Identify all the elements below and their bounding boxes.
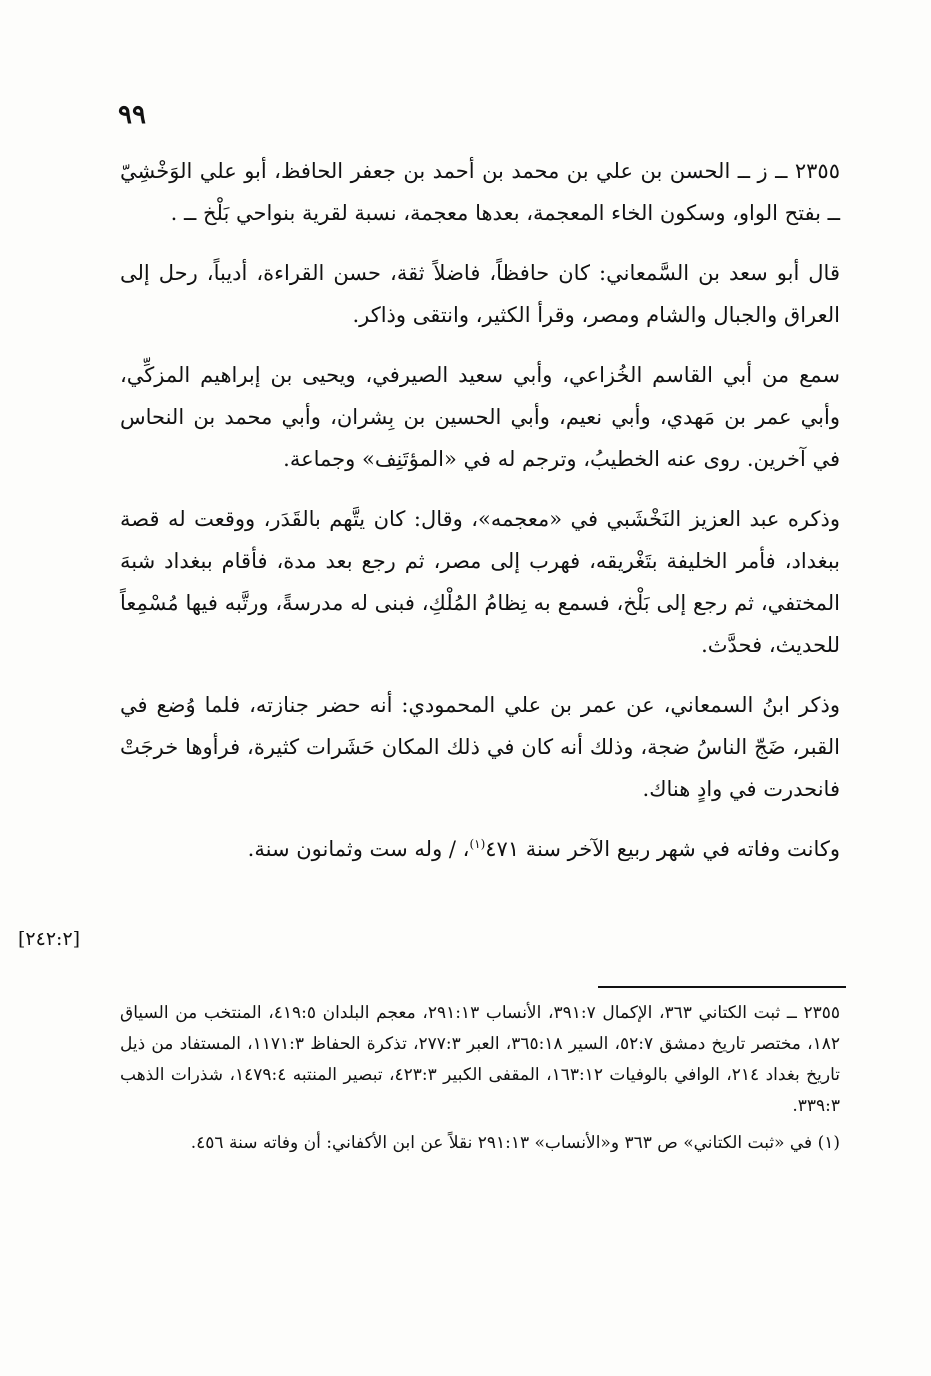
death-text-end: ، / وله ست وثمانون سنة. [247,837,470,861]
paragraph-nakhshabi: وذكره عبد العزيز النَخْشَبي في «معجمه»، وقال: كان يتَّهم بالقَدَر، ووقعت له قصة ببغداد، فأمر الخليفة بتَغْريقه، فهرب إلى مصر، ثم رجع بعد مدة، فأقام ببغداد شبهَ المختفي، ثم رجع إلى بَلْخ، فسمع به نِظامُ المُلْكِ، فبنى له مدرسةً، ورتَّبه فيها مُسْمِعاً للحديث، فحدَّث. [120,507,840,657]
footnotes [120,998,840,1165]
death-text: وكانت وفاته في شهر ربيع الآخر سنة ٤٧١ [485,837,840,861]
paragraph-teachers: سمع من أبي القاسم الخُزاعي، وأبي سعيد الصيرفي، ويحيى بن إبراهيم المزكِّي، وأبي عمر بن مَهدي، وأبي نعيم، وأبي الحسين بن بِشران، وأبي محمد بن النحاس في آخرين. روى عنه الخطيبُ، وترجم له في «المؤتَنِف» وجماعة. [120,363,840,471]
footnote-marker: (١) [469,837,486,851]
margin-reference: [٢٤٢:٢] [18,928,81,950]
footnote-divider [598,986,846,988]
paragraph-entry-heading: ٢٣٥٥ ــ ز ــ الحسن بن علي بن محمد بن أحمد بن جعفر الحافظ، أبو علي الوَخْشِيّ ــ بفتح الواو، وسكون الخاء المعجمة، بعدها معجمة، نسبة لقرية بنواحي بَلْخ ــ . [120,159,840,225]
paragraph-funeral: وذكر ابنُ السمعاني، عن عمر بن علي المحمودي: أنه حضر جنازته، فلما وُضع في القبر، ضَجّ الناسُ ضجة، وذلك أنه كان في ذلك المكان حَشَرات كثيرة، فرأوها خرجَتْ فانحدرت في وادٍ هناك. [120,693,840,801]
page-number: ٩٩ [118,100,146,130]
paragraph-samani-quote: قال أبو سعد بن السَّمعاني: كان حافظاً، فاضلاً ثقة، حسن القراءة، أديباً، رحل إلى العراق والجبال والشام ومصر، وقرأ الكثير، وانتقى وذاكر. [120,261,840,327]
main-text [120,150,840,888]
footnote-sources: ٢٣٥٥ ــ ثبت الكتاني ٣٦٣، الإكمال ٣٩١:٧، الأنساب ٢٩١:١٣، معجم البلدان ٤١٩:٥، المنتخب من السياق ١٨٢، مختصر تاريخ دمشق ٥٢:٧، السير ٣٦٥:١٨، العبر ٢٧٧:٣، تذكرة الحفاظ ١١٧١:٣، المستفاد من ذيل تاريخ بغداد ٢١٤، الوافي بالوفيات ١٦٣:١٢، المقفى الكبير ٤٢٣:٣، تبصير المنتبه ١٤٧٩:٤، شذرات الذهب ٣٣٩:٣. [120,1003,841,1116]
paragraph-death [120,828,840,870]
footnote-1: (١) في «ثبت الكتاني» ص ٣٦٣ و«الأنساب» ٢٩١:١٣ نقلاً عن ابن الأكفاني: أن وفاته سنة ٤٥٦. [190,1133,840,1153]
